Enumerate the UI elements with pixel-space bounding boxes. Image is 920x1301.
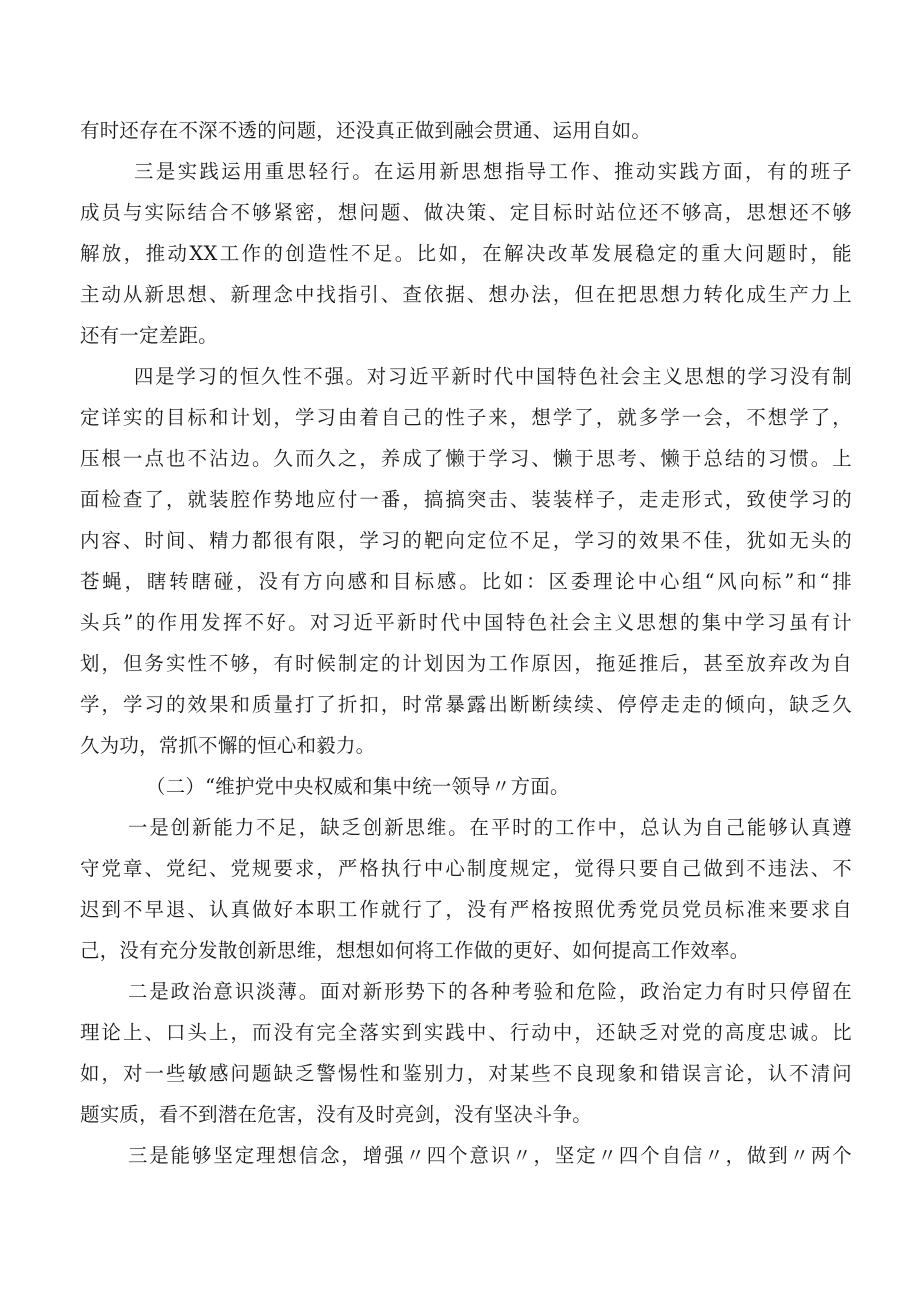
- text-line: 压根一点也不沾边。久而久之，养成了懒于学习、懒于思考、懒于总结的习惯。上: [80, 447, 852, 470]
- text-line: 还有一定差距。: [80, 324, 218, 347]
- text-line: 有时还存在不深不透的问题，还没真正做到融会贯通、运用自如。: [80, 119, 652, 142]
- text-line: 迟到不早退、认真做好本职工作就行了，没有严格按照优秀党员党员标准来要求自: [80, 898, 852, 921]
- text-line: 一是创新能力不足，缺乏创新思维。在平时的工作中，总认为自己能够认真遵: [128, 816, 852, 839]
- text-line: 主动从新思想、新理念中找指引、查依据、想办法，但在把思想力转化成生产力上: [80, 283, 852, 306]
- text-line: 成员与实际结合不够紧密，想问题、做决策、定目标时站位还不够高，思想还不够: [80, 201, 852, 224]
- text-line: 久为功，常抓不懈的恒心和毅力。: [80, 734, 376, 757]
- text-line: 学，学习的效果和质量打了折扣，时常暴露出断断续续、停停走走的倾向，缺乏久: [80, 693, 852, 716]
- text-line: 守党章、党纪、党规要求，严格执行中心制度规定，觉得只要自己做到不违法、不: [80, 857, 852, 880]
- text-line: 理论上、口头上，而没有完全落实到实践中、行动中，还缺乏对党的高度忠诚。比: [80, 1021, 852, 1044]
- text-line: 三是能够坚定理想信念，增强〃四个意识〃，坚定〃四个自信〃，做到〃两个: [128, 1144, 852, 1167]
- text-line: 内容、时间、精力都很有限，学习的靶向定位不足，学习的效果不佳，犹如无头的: [80, 529, 852, 552]
- section-heading: （二）“维护党中央权威和集中统一领导〃方面。: [146, 775, 570, 798]
- text-line: 面检查了，就装腔作势地应付一番，搞搞突击、装装样子，走走形式，致使学习的: [80, 488, 852, 511]
- text-line: 四是学习的恒久性不强。对习近平新时代中国特色社会主义思想的学习没有制: [134, 365, 852, 388]
- text-line: 头兵”的作用发挥不好。对习近平新时代中国特色社会主义思想的集中学习虽有计: [80, 611, 852, 634]
- text-line: 题实质，看不到潜在危害，没有及时亮剑，没有坚决斗争。: [80, 1103, 592, 1126]
- text-line: 解放，推动XX工作的创造性不足。比如，在解决改革发展稳定的重大问题时，能: [80, 242, 852, 265]
- text-line: 三是实践运用重思轻行。在运用新思想指导工作、推动实践方面，有的班子: [134, 160, 852, 183]
- text-line: 己，没有充分发散创新思维，想想如何将工作做的更好、如何提高工作效率。: [80, 939, 750, 962]
- text-line: 如，对一些敏感问题缺乏警惕性和鉴别力，对某些不良现象和错误言论，认不清问: [80, 1062, 852, 1085]
- text-line: 定详实的目标和计划，学习由着自己的性子来，想学了，就多学一会，不想学了，: [80, 406, 852, 429]
- text-line: 二是政治意识淡薄。面对新形势下的各种考验和危险，政治定力有时只停留在: [128, 980, 852, 1003]
- text-line: 苍蝇，瞎转瞎碰，没有方向感和目标感。比如：区委理论中心组“风向标”和“排: [80, 570, 852, 593]
- text-line: 划，但务实性不够，有时候制定的计划因为工作原因，拖延推后，甚至放弃改为自: [80, 652, 852, 675]
